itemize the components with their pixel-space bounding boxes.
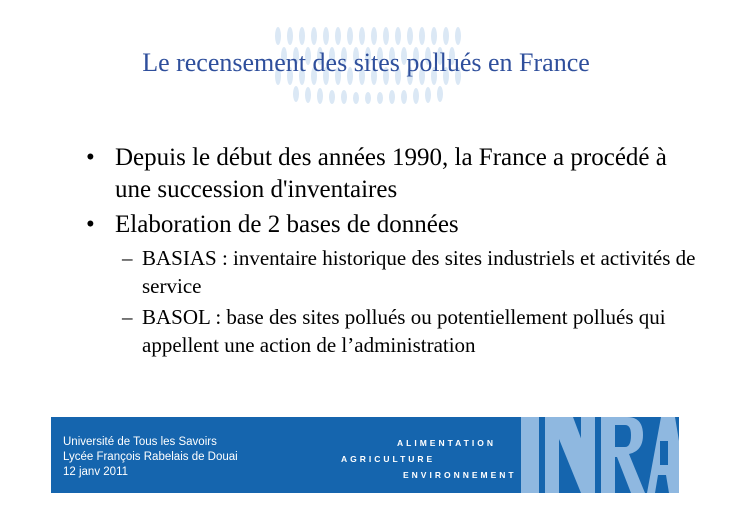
- footer-banner: [51, 417, 679, 493]
- bullet-marker: •: [86, 211, 95, 238]
- sub-bullet-text: BASIAS : inventaire historique des sites industriels et activités de service: [142, 246, 696, 298]
- bullet-marker: •: [86, 144, 95, 171]
- bullet-item: [86, 142, 706, 206]
- sub-bullet-marker: –: [122, 246, 133, 270]
- bullet-text: Depuis le début des années 1990, la France a procédé à une succession d'inventaires: [115, 144, 667, 203]
- slide-title: Le recensement des sites pollués en France: [142, 48, 590, 77]
- footer-word-alimentation: ALIMENTATION: [397, 438, 496, 448]
- bullet-item: [86, 209, 706, 241]
- bullet-text: Elaboration de 2 bases de données: [115, 211, 459, 238]
- bullet-list: [86, 142, 706, 362]
- footer-word-environnement: ENVIRONNEMENT: [403, 470, 517, 480]
- inra-logo: [519, 417, 679, 493]
- footer-school: Lycée François Rabelais de Douai: [63, 451, 238, 463]
- sub-bullet-marker: –: [122, 305, 133, 329]
- footer-info: [63, 435, 238, 480]
- footer-word-agriculture: AGRICULTURE: [341, 454, 436, 464]
- footer-date: 12 janv 2011: [63, 466, 129, 478]
- sub-bullet-item: [122, 244, 706, 300]
- sub-bullet-item: [122, 303, 706, 359]
- footer-university: Université de Tous les Savoirs: [63, 436, 217, 448]
- sub-bullet-text: BASOL : base des sites pollués ou potentiellement pollués qui appellent une action de l’administration: [142, 305, 666, 357]
